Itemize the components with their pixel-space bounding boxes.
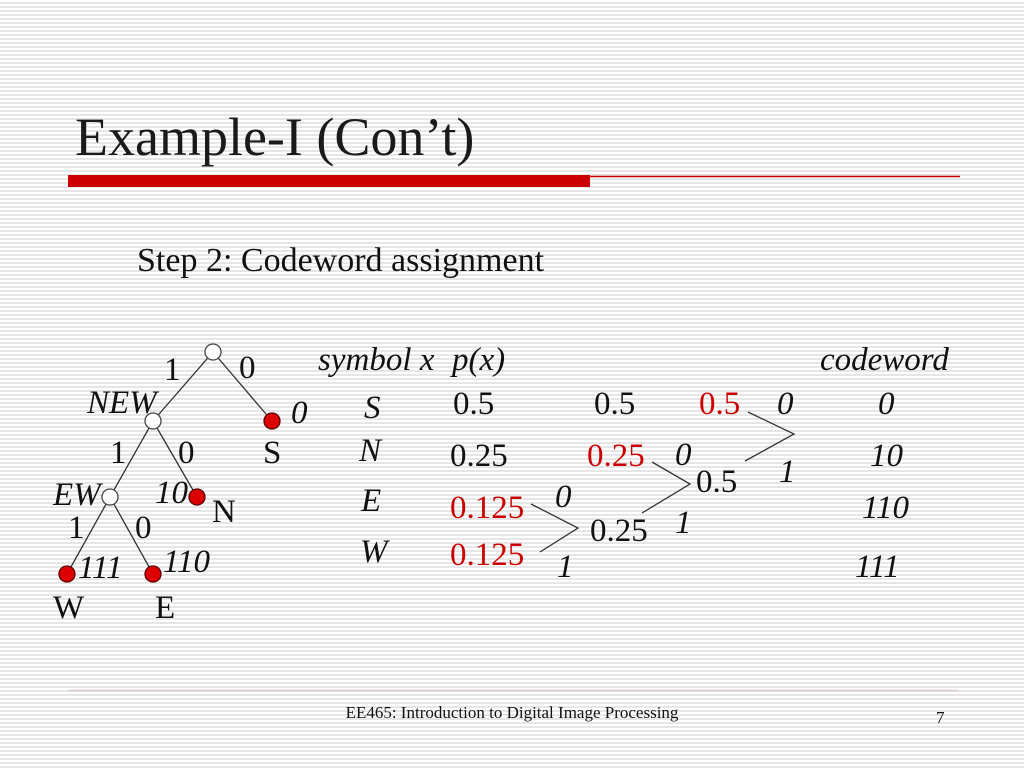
ew-node-label: EW [53,477,101,513]
row-codeword-n: 10 [870,438,903,474]
title-underline-bar [68,175,590,187]
merge2-bit-top: 0 [675,437,692,473]
row-symbol-n: N [359,433,382,469]
row-symbol-e: E [361,483,382,519]
leaf-code-s: 0 [291,395,308,431]
row-symbol-w: W [360,534,388,570]
merge1-bit-top: 0 [555,479,572,515]
stage3-value: 0.5 [699,386,741,422]
subtitle: Step 2: Codeword assignment [137,242,545,279]
row-symbol-s: S [364,390,381,426]
new-node-label: NEW [87,385,157,421]
leaf-label-s: S [263,435,282,471]
huffman-tree [52,344,308,626]
row-codeword-w: 111 [855,549,900,585]
page-number: 7 [936,708,945,727]
root-right-bit: 0 [239,350,256,386]
leaf-code-w: 111 [78,550,123,586]
leaf-label-e: E [155,590,176,626]
tree-root-node [205,344,221,360]
stage2-value-top: 0.5 [594,386,636,422]
row-prob-w: 0.125 [450,537,525,573]
tree-edge-root-new [153,352,213,421]
row-prob-n: 0.25 [450,438,508,474]
header-symbol: symbol x [318,342,435,378]
stage2-value-bottom: 0.25 [587,438,645,474]
merge3-bit-top: 0 [777,386,794,422]
merge2-bit-bottom: 1 [675,505,692,541]
merge1-sum: 0.25 [590,513,648,549]
header-codeword: codeword [820,342,949,378]
merge1-bit-bottom: 1 [557,549,574,585]
row-prob-s: 0.5 [453,386,495,422]
leaf-node-n [189,489,205,505]
root-left-bit: 1 [164,352,181,388]
merge2-sum: 0.5 [696,464,738,500]
tree-ew-node [102,489,118,505]
leaf-code-n: 10 [155,475,188,511]
row-prob-e: 0.125 [450,490,525,526]
leaf-code-e: 110 [163,544,211,580]
new-right-bit: 0 [178,435,195,471]
leaf-node-e [145,566,161,582]
ew-right-bit: 0 [135,510,152,546]
header-probability: p(x) [452,342,506,378]
merge3-bit-bottom: 1 [779,454,796,490]
codeword-table [318,342,949,585]
row-codeword-e: 110 [862,490,910,526]
ew-left-bit: 1 [68,510,85,546]
row-codeword-s: 0 [878,386,895,422]
slide-title: Example-I (Con’t) [75,107,475,167]
footer-text: EE465: Introduction to Digital Image Processing [345,703,679,722]
leaf-label-n: N [212,494,236,530]
leaf-node-w [59,566,75,582]
leaf-node-s [264,413,280,429]
leaf-label-w: W [53,590,85,626]
new-left-bit: 1 [110,435,127,471]
